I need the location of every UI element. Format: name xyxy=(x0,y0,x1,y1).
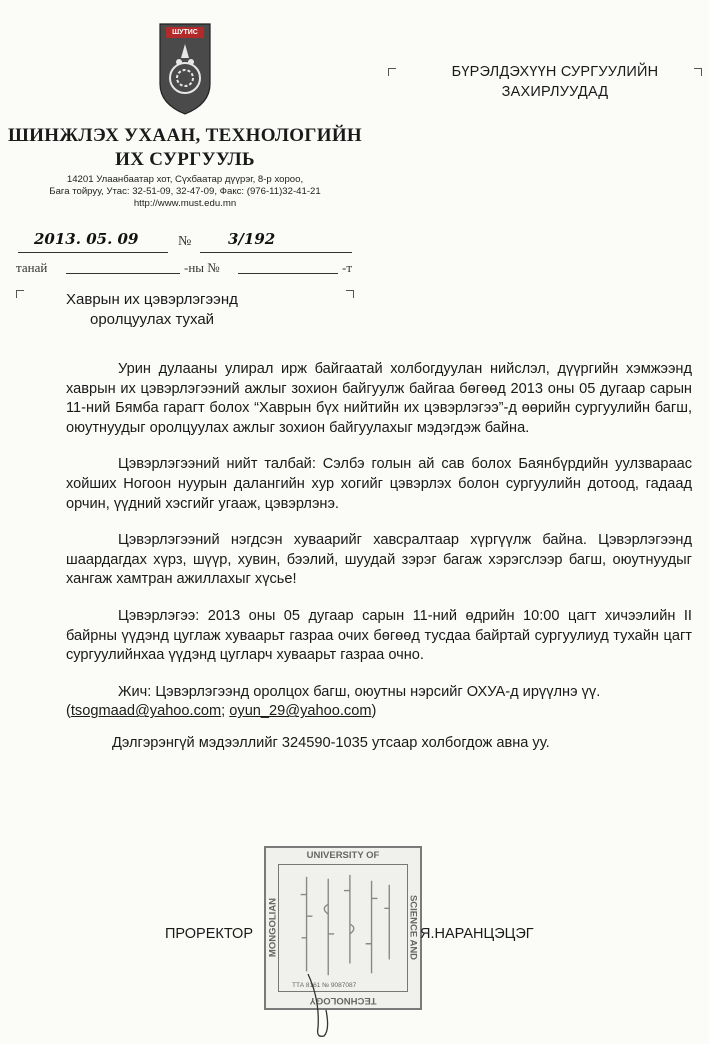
addressee xyxy=(420,62,690,102)
body-note xyxy=(66,683,692,722)
body-paragraph-1: Урин дулааны улирал ирж байгаатай холбогдуулан нийслэл, дүүргийн хэмжээнд хаврын их цэвэрлэгээний ажлыг зохион байгуулж байгаа бөгөөд 2013 оны 05 дугаар сарын 11-ний Бямба гарагт болох “Хаврын бүх нийтийн их цэвэрлэгээ”-д өөрийн сургуулийн багш, оюутнуудыг оролцуулах ажлыг зохион байгуулахыг мэдэгдэж байна. xyxy=(66,361,692,436)
signatory-title: ПРОРЕКТОР xyxy=(165,926,253,942)
addressee-corner-left xyxy=(388,68,396,76)
note-close: ) xyxy=(371,703,377,720)
addressee-corner-right xyxy=(694,68,702,76)
addressee-line2: ЗАХИРЛУУДАД xyxy=(501,84,609,100)
email-link-2[interactable]: oyun_29@yahoo.com xyxy=(229,703,372,720)
institution-name-line1: ШИНЖЛЭХ УХААН, ТЕХНОЛОГИЙН xyxy=(8,125,362,146)
body-paragraph-2: Цэвэрлэгээний нийт талбай: Сэлбэ голын ай сав болох Баянбүрдийн уулзвараас хойших Ногоон нуурын далангийн хур хогийг цэвэрлэх болон сургуулийн дотоод, гадаад орчин, үүдний хэсгийг угааж, цэвэрлэнэ. xyxy=(66,456,692,512)
university-emblem xyxy=(158,22,212,116)
number-value: 3/192 xyxy=(228,230,276,248)
institution-name xyxy=(0,124,370,172)
institution-name-line2: ИХ СУРГУУЛЬ xyxy=(115,149,255,170)
subject-line2: оролцуулах тухай xyxy=(90,311,215,328)
address-line1: 14201 Улаанбаатар хот, Сүхбаатар дүүрэг, 8-р хороо, xyxy=(66,174,304,185)
emblem-label: ШУТИС xyxy=(172,29,198,36)
body-contact-paragraph: Дэлгэрэнгүй мэдээллийг 324590-1035 утсаар холбогдож авна уу. xyxy=(112,734,550,751)
addressee-line1: БҮРЭЛДЭХҮҮН СУРГУУЛИЙН xyxy=(451,64,659,80)
signature-scribble xyxy=(300,970,360,1040)
stamp-text-bottom: TECHNOLOGY xyxy=(309,995,377,1006)
website: http://www.must.edu.mn xyxy=(133,198,237,209)
email-link-1[interactable]: tsogmaad@yahoo.com xyxy=(70,703,222,720)
date-value: 2013. 05. 09 xyxy=(34,230,139,248)
reply-prefix: танай xyxy=(16,260,48,275)
subject-line1: Хаврын их цэвэрлэгээнд xyxy=(66,291,238,308)
letter-subject xyxy=(66,290,238,330)
reply-middle: -ны № xyxy=(184,260,220,275)
body-paragraph-3: Цэвэрлэгээний нэгдсэн хуваарийг хавсралтаар хүргүүлж байна. Цэвэрлэгээнд шаардагдах хүрз, шүүр, хувин, бээлий, шуудай зэрэг багаж хэрэгслээр багш, оюутнуудыг хангаж хамтран ажиллахыг хүсье! xyxy=(66,532,692,588)
number-label: № xyxy=(178,234,192,249)
reply-number-field xyxy=(238,258,338,274)
stamp-text-top: UNIVERSITY OF xyxy=(306,850,380,861)
address-line2: Бага тойруу, Утас: 32-51-09, 32-47-09, Факс: (976-11)32-41-21 xyxy=(49,186,321,197)
note-open: ( xyxy=(66,703,71,720)
institution-address xyxy=(0,174,370,210)
stamp-text-left: MONGOLIAN xyxy=(267,897,279,958)
date-field xyxy=(18,232,168,253)
stamp-number: ТТА 8161 № 9087087 xyxy=(292,982,357,989)
stamp-text-right: SCIENCE AND xyxy=(407,894,419,961)
subject-corner-right xyxy=(346,290,354,298)
body-paragraph-4: Цэвэрлэгээ: 2013 оны 05 дугаар сарын 11-ний өдрийн 10:00 цагт хичээлийн II байрны үүдэнд цуглаж хуваарьт газраа очих бөгөөд тусдаа байртай сургуулиуд тухайн цагт сургуулийнхаа үүдэнд цугларч хуваарьт газраа очно. xyxy=(66,607,692,664)
number-field xyxy=(200,232,352,253)
reply-date-field xyxy=(66,258,180,274)
letter-body xyxy=(66,360,692,771)
reply-suffix: -т xyxy=(342,260,353,275)
subject-corner-left xyxy=(16,290,24,298)
note-text: Жич: Цэвэрлэгээнд оролцох багш, оюутны нэрсийг ОХУА-д ирүүлнэ үү. xyxy=(118,683,601,700)
email-separator: ; xyxy=(221,703,230,720)
signatory-name: Я.НАРАНЦЭЦЭГ xyxy=(420,926,534,942)
